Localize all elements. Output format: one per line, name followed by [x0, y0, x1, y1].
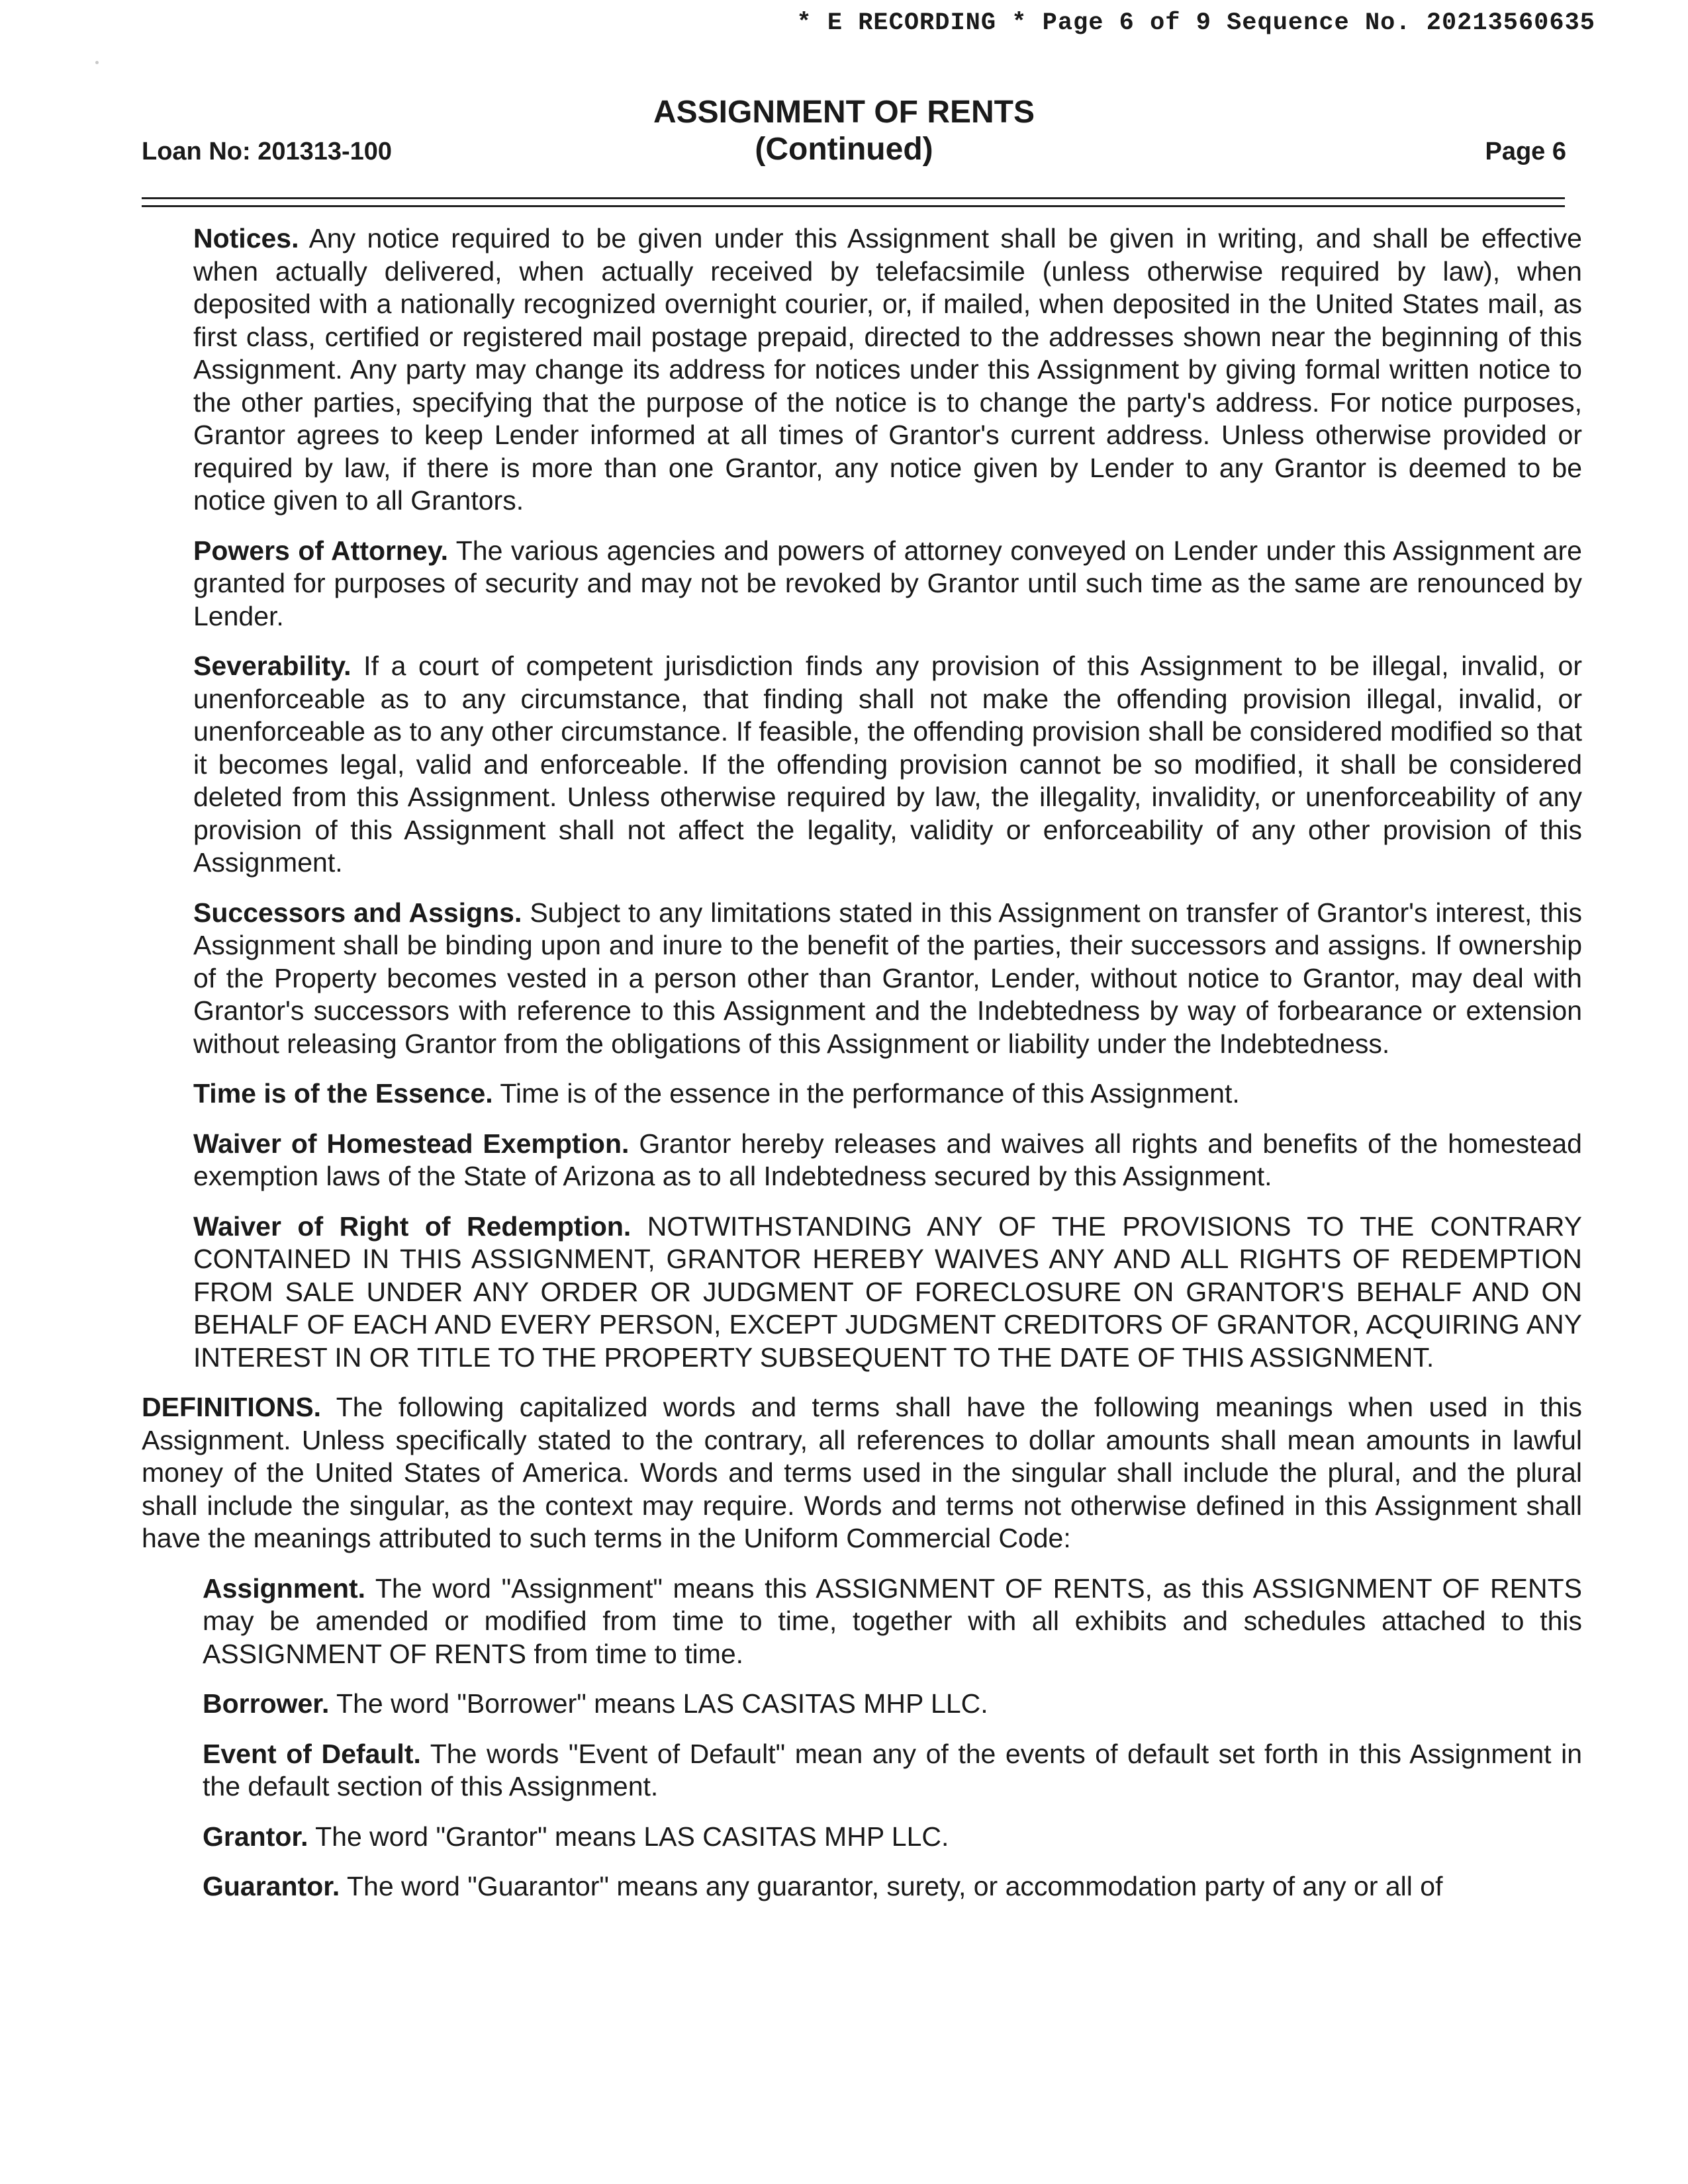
paragraph-text: The various agencies and powers of attorney conveyed on Lender under this Assignment are granted for purposes of security and may not be revoked by Grantor until such time as the same are renounced by Lender. — [193, 535, 1582, 631]
paragraph-text: Any notice required to be given under this Assignment shall be given in writing, and shall be effective when actually delivered, when actually received by telefacsimile (unless otherwise required by law), when deposited with a nationally recognized overnight courier, or, if mailed, when deposited in the United States mail, as first class, certified or registered mail postage prepaid, directed to the addresses shown near the beginning of this Assignment. Any party may change its address for notices under this Assignment by giving formal written notice to the other parties, specifying that the purpose of the notice is to change the party's address. For notice purposes, Grantor agrees to keep Lender informed at all times of Grantor's current address. Unless otherwise provided or required by law, if there is more than one Grantor, any notice given by Lender to any Grantor is deemed to be notice given to all Grantors. — [193, 223, 1582, 516]
header-rule-top — [142, 197, 1565, 199]
definition-term: Guarantor. — [203, 1871, 340, 1901]
paragraph-heading: Waiver of Right of Redemption. — [193, 1210, 632, 1242]
definition-guarantor — [203, 1870, 1582, 1903]
definition-assignment — [203, 1572, 1582, 1671]
paragraph-notices — [193, 222, 1582, 518]
scan-speck — [95, 61, 99, 64]
definition-text: The word "Guarantor" means any guarantor, surety, or accommodation party of any or all of — [346, 1871, 1443, 1901]
page-number: Page 6 — [1485, 138, 1566, 165]
paragraph-heading: Waiver of Homestead Exemption. — [193, 1128, 630, 1159]
definition-term: Borrower. — [203, 1688, 330, 1719]
recording-stamp: * E RECORDING * Page 6 of 9 Sequence No. 20213560635 — [796, 9, 1595, 37]
definition-borrower — [203, 1688, 1582, 1721]
paragraph-text: NOTWITHSTANDING ANY OF THE PROVISIONS TO THE CONTRARY CONTAINED IN THIS ASSIGNMENT, GRANTOR HEREBY WAIVES ANY AND ALL RIGHTS OF REDEMPTION FROM SALE UNDER ANY ORDER OR JUDGMENT OF FORECLOSURE ON GRANTOR'S BEHALF AND ON BEHALF OF EACH AND EVERY PERSON, EXCEPT JUDGMENT CREDITORS OF GRANTOR, ACQUIRING ANY INTEREST IN OR TITLE TO THE PROPERTY SUBSEQUENT TO THE DATE OF THIS ASSIGNMENT. — [193, 1210, 1582, 1373]
paragraph-redemption — [193, 1210, 1582, 1375]
paragraph-homestead — [193, 1128, 1582, 1193]
section-heading: DEFINITIONS. — [142, 1392, 322, 1422]
paragraph-time-essence — [193, 1077, 1582, 1111]
paragraph-text: Time is of the essence in the performance of this Assignment. — [500, 1078, 1240, 1109]
paragraph-heading: Severability. — [193, 651, 352, 681]
paragraph-powers-of-attorney — [193, 535, 1582, 633]
paragraph-successors — [193, 897, 1582, 1061]
paragraph-text: If a court of competent jurisdiction finds any provision of this Assignment to be illegal, invalid, or unenforceable as to any circumstance, that finding shall not make the offending provision illegal, invalid, or unenforceable as to any other circumstance. If feasible, the offending provision shall be considered modified so that it becomes legal, valid and enforceable. If the offending provision cannot be so modified, it shall be considered deleted from this Assignment. Unless otherwise required by law, the illegality, invalidity, or unenforceability of any provision of this Assignment shall not affect the legality, validity or enforceability of any other provision of this Assignment. — [193, 651, 1582, 878]
definition-text: The word "Borrower" means LAS CASITAS MHP LLC. — [336, 1688, 988, 1719]
definition-term: Event of Default. — [203, 1738, 421, 1769]
definition-event-of-default — [203, 1738, 1582, 1803]
paragraph-heading: Powers of Attorney. — [193, 535, 448, 566]
definition-text: The word "Assignment" means this ASSIGNMENT OF RENTS, as this ASSIGNMENT OF RENTS may be amended or modified from time to time, together with all exhibits and schedules attached to this ASSIGNMENT OF RENTS from time to time. — [203, 1572, 1582, 1669]
definitions-intro — [142, 1391, 1582, 1555]
paragraph-text: Grantor hereby releases and waives all rights and benefits of the homestead exemption laws of the State of Arizona as to all Indebtedness secured by this Assignment. — [193, 1128, 1582, 1191]
definition-term: Assignment. — [203, 1572, 366, 1604]
definition-grantor — [203, 1821, 1582, 1854]
definition-text: The word "Grantor" means LAS CASITAS MHP LLC. — [315, 1821, 949, 1852]
subtitle-line: (Continued) — [755, 132, 933, 167]
paragraph-heading: Successors and Assigns. — [193, 897, 522, 928]
section-text: The following capitalized words and terms shall have the following meanings when used in this Assignment. Unless specifically stated to the contrary, all references to dollar amounts shall mean amounts in lawful money of the United States of America. Words and terms used in the singular shall include the plural, and the plural shall include the singular, as the context may require. Words and terms not otherwise defined in this Assignment shall have the meanings attributed to such terms in the Uniform Commercial Code: — [142, 1392, 1582, 1553]
loan-number: Loan No: 201313-100 — [142, 138, 393, 165]
definition-term: Grantor. — [203, 1821, 308, 1852]
header-rule-bottom — [142, 205, 1565, 207]
paragraph-heading: Time is of the Essence. — [193, 1078, 493, 1109]
paragraph-text: Subject to any limitations stated in this Assignment on transfer of Grantor's interest, this Assignment shall be binding upon and inure to the benefit of the parties, their successors and assigns. If ownership of the Property becomes vested in a person other than Grantor, Lender, without notice to Grantor, may deal with Grantor's successors with reference to this Assignment and the Indebtedness by way of forbearance or extension without releasing Grantor from the obligations of this Assignment or liability under the Indebtedness. — [193, 897, 1582, 1059]
document-body — [142, 222, 1582, 1921]
definition-text: The words "Event of Default" mean any of the events of default set forth in this Assignment in the default section of this Assignment. — [203, 1738, 1583, 1801]
title-line: ASSIGNMENT OF RENTS — [653, 95, 1035, 130]
paragraph-severability — [193, 650, 1582, 880]
paragraph-heading: Notices. — [193, 223, 299, 253]
